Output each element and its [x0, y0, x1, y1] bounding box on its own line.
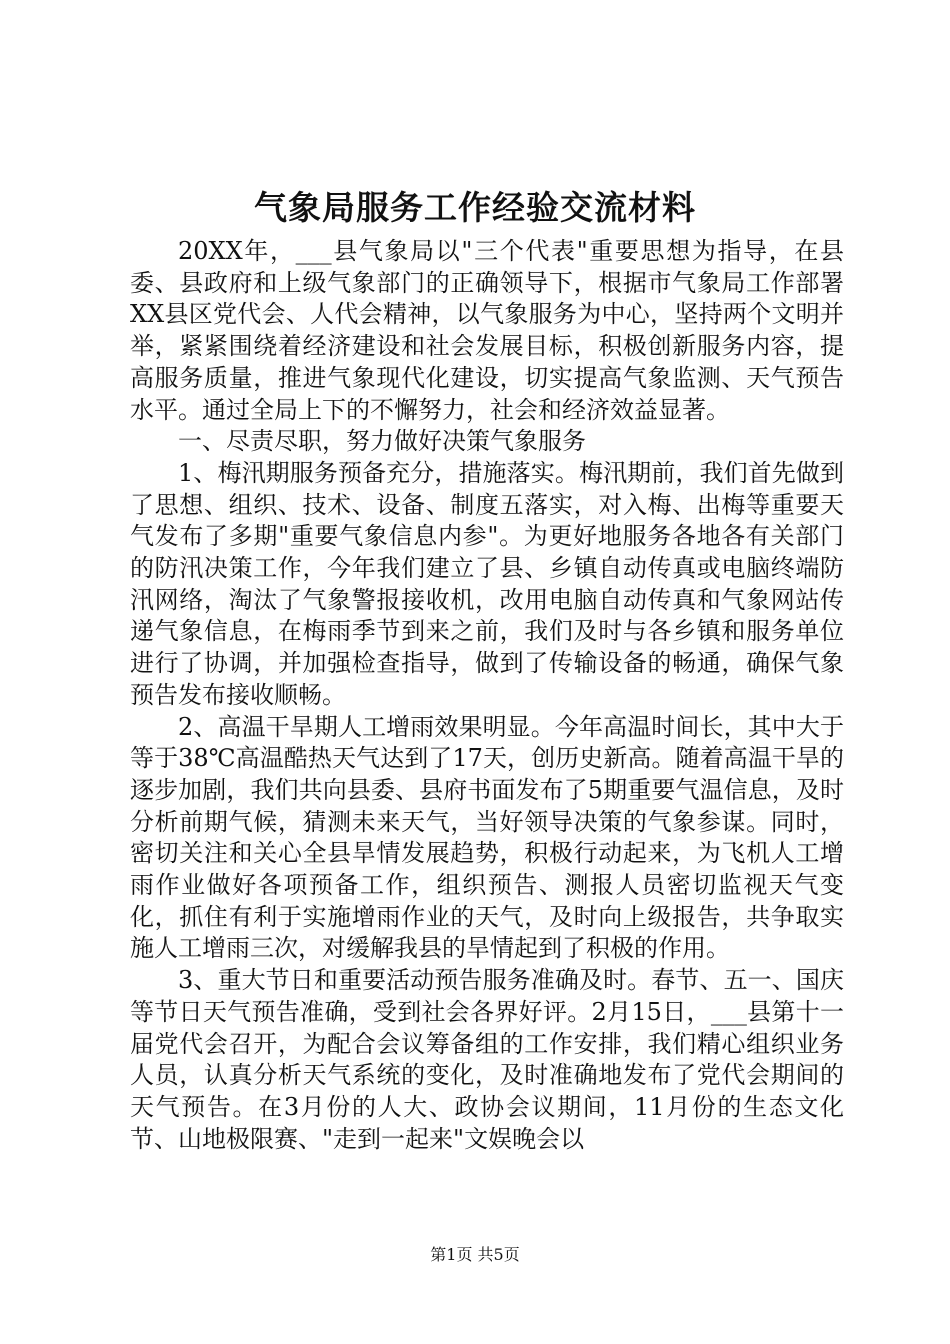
body-paragraph: 2、高温干旱期人工增雨效果明显。今年高温时间长，其中大于等于38℃高温酷热天气达到了17天，创历史新高。随着高温干旱的逐步加剧，我们共向县委、县府书面发布了5期重要气温信息，及时分析前期气候，猜测未来天气，当好领导决策的气象参谋。同时，密切关注和关心全县旱情发展趋势，积极行动起来，为飞机人工增雨作业做好各项预备工作，组织预告、测报人员密切监视天气变化，抓住有利于实施增雨作业的天气，及时向上级报告，共争取实施人工增雨三次，对缓解我县的旱情起到了积极的作用。 [130, 712, 844, 963]
document-title: 气象局服务工作经验交流材料 [254, 188, 696, 227]
body-paragraph: 3、重大节日和重要活动预告服务准确及时。春节、五一、国庆等节日天气预告准确，受到社会各界好评。2月15日，___县第十一届党代会召开，为配合会议筹备组的工作安排，我们精心组织业务人员，认真分析天气系统的变化，及时准确地发布了党代会期间的天气预告。在3月份的人大、政协会议期间，11月份的生态文化节、山地极限赛、"走到一起来"文娱晚会以 [130, 966, 844, 1153]
intro-paragraph: 20XX年，___县气象局以"三个代表"重要思想为指导，在县委、县政府和上级气象部门的正确领导下，根据市气象局工作部署XX县区党代会、人代会精神，以气象服务为中心，坚持两个文明并举，紧紧围绕着经济建设和社会发展目标，积极创新服务内容，提高服务质量，推进气象现代化建设，切实提高气象监测、天气预告水平。通过全局上下的不懈努力，社会和经济效益显著。 [130, 237, 844, 424]
body-paragraph: 1、梅汛期服务预备充分，措施落实。梅汛期前，我们首先做到了思想、组织、技术、设备、制度五落实，对入梅、出梅等重要天气发布了多期"重要气象信息内参"。为更好地服务各地各有关部门的防汛决策工作，今年我们建立了县、乡镇自动传真或电脑终端防汛网络，淘汰了气象警报接收机，改用电脑自动传真和气象网站传递气象信息，在梅雨季节到来之前，我们及时与各乡镇和服务单位进行了协调，并加强检查指导，做到了传输设备的畅通，确保气象预告发布接收顺畅。 [130, 458, 844, 709]
page-number-footer: 第1页 共5页 [430, 1245, 520, 1264]
document-body [130, 236, 844, 1155]
section-heading: 一、尽责尽职，努力做好决策气象服务 [178, 427, 586, 456]
